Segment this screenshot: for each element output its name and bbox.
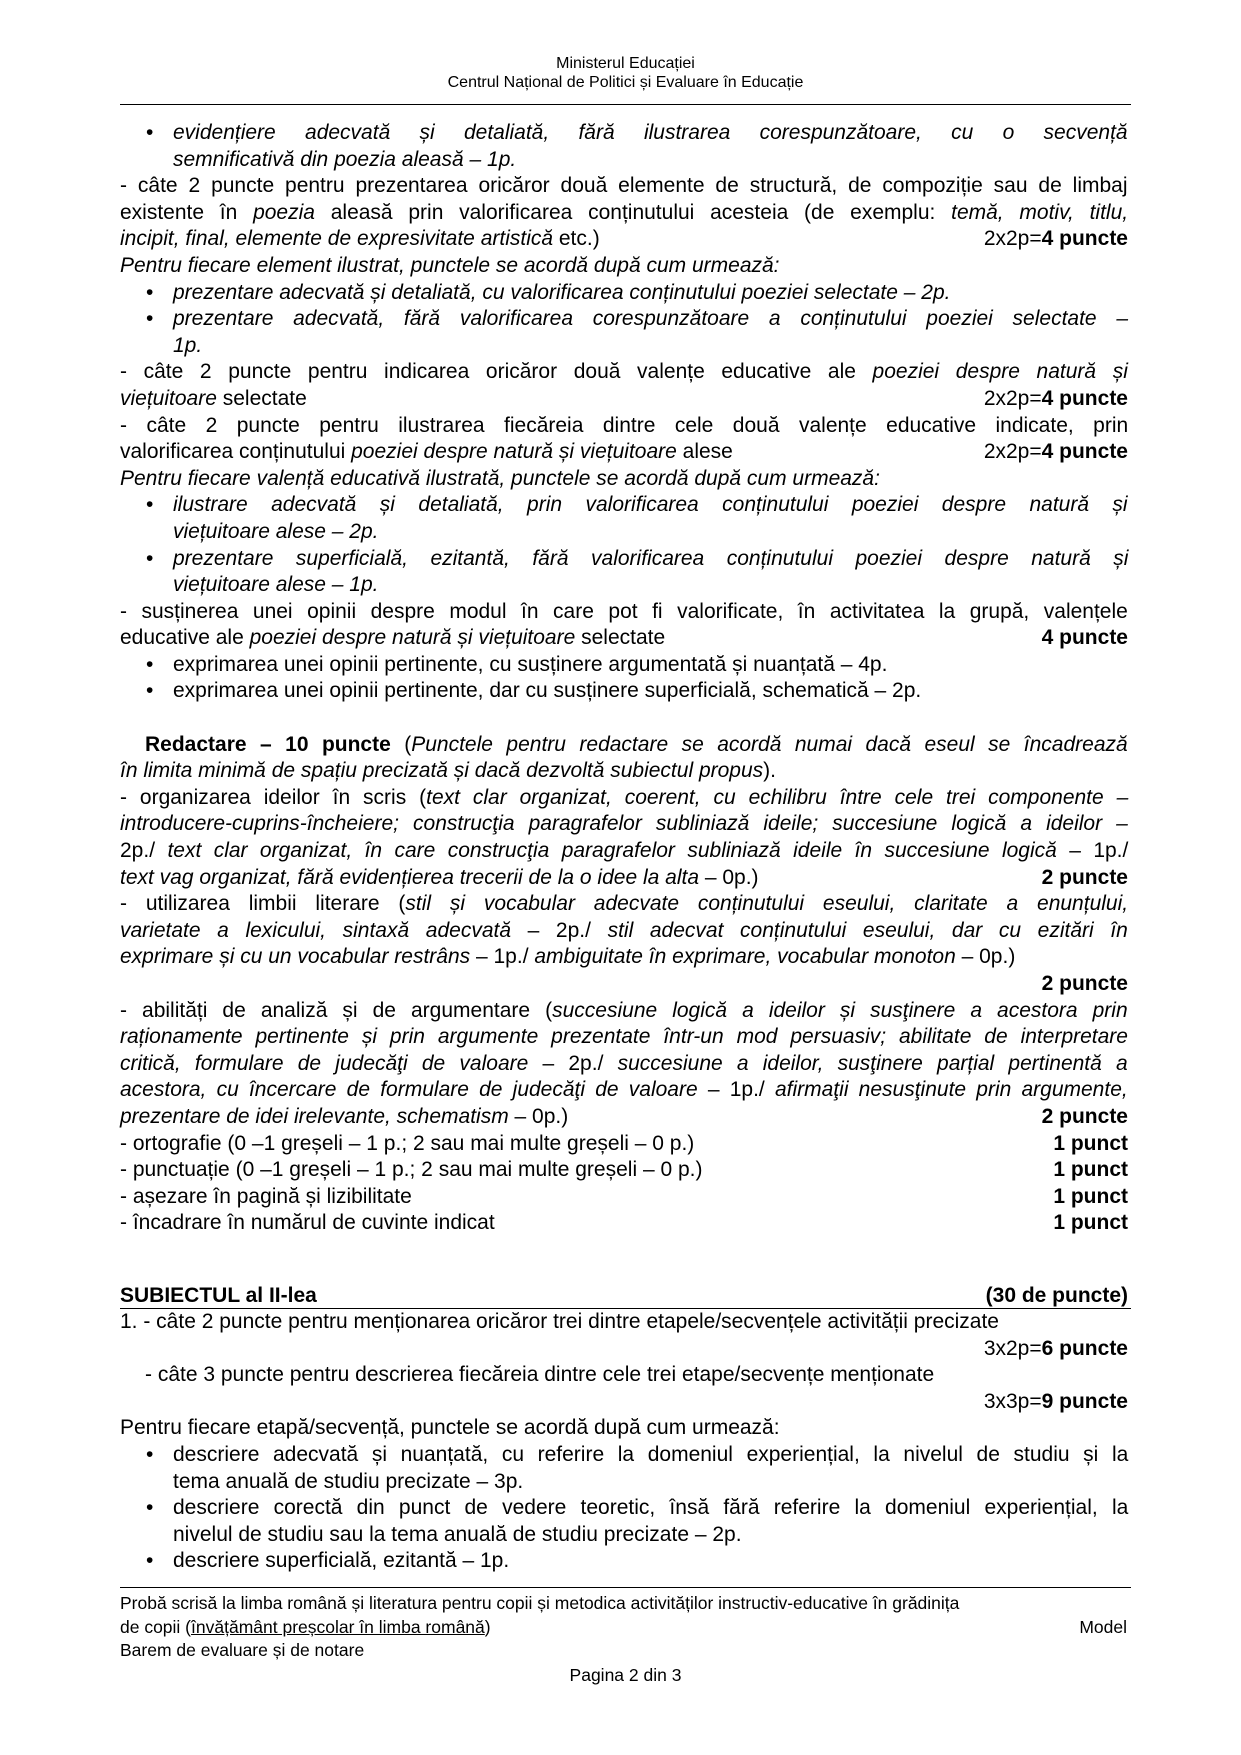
text-line — [120, 625, 1131, 652]
line-text — [120, 1309, 999, 1336]
line-text — [120, 811, 1128, 838]
line-text — [120, 226, 600, 253]
runs-run: descriere adecvată și nuanțată, cu referire la domeniul experiențial, la nivelul de studiu și la — [173, 1442, 1129, 1466]
runs-run: ( — [390, 732, 412, 756]
section-heading — [120, 1283, 1131, 1309]
points-value — [1053, 1157, 1128, 1184]
text-line — [120, 998, 1131, 1025]
line-text — [120, 1051, 1128, 1078]
runs-run: valorificarea conținutului — [120, 440, 352, 464]
footer-rule — [120, 1587, 1131, 1588]
bullet-icon: • — [146, 1442, 154, 1466]
runs-run: afirmaţii nesusţinute prin argumente, — [774, 1078, 1128, 1102]
text-line — [120, 200, 1131, 227]
runs-run: tema anuală de studiu precizate – 3p. — [173, 1469, 524, 1493]
runs-run: text clar organizat, în care construcţia paragrafelor subliniază ideile în succesiune logică — [167, 839, 1057, 863]
text-line — [120, 333, 1131, 360]
line-text — [120, 386, 307, 413]
text-line — [120, 1336, 1131, 1363]
footer-prefix: de copii ( — [120, 1616, 192, 1637]
line-text — [120, 200, 1128, 227]
runs-run: – 0p.) — [955, 945, 1016, 969]
text-line — [120, 572, 1131, 599]
line-text — [120, 466, 880, 493]
right-run: 9 puncte — [1041, 1389, 1128, 1413]
text-line — [120, 1157, 1131, 1184]
text-line — [120, 971, 1131, 998]
runs-run: stil și vocabular adecvate conținutului eseului, claritate a enunțului, — [405, 892, 1129, 916]
runs-run: descriere superficială, ezitantă – 1p. — [173, 1549, 510, 1573]
line-text — [120, 865, 759, 892]
text-line — [120, 599, 1131, 626]
points-value — [984, 439, 1128, 466]
points-value — [1053, 1131, 1128, 1158]
center-name: Centrul Național de Politici și Evaluare în Educație — [447, 74, 804, 91]
runs-run: - încadrare în numărul de cuvinte indicat — [120, 1211, 495, 1235]
runs-run: - câte 3 puncte pentru descrierea fiecăreia dintre cele trei etape/secvențe menționate — [145, 1363, 935, 1387]
right-run: 4 puncte — [1041, 440, 1128, 464]
runs-run: Pentru fiecare valență educativă ilustrată, punctele se acordă după cum urmează: — [120, 466, 880, 490]
line-text — [120, 1024, 1128, 1051]
line-text — [145, 1362, 934, 1389]
runs-run: 1. - câte 2 puncte pentru menționarea oricăror trei dintre etapele/secvențele activității precizate — [120, 1309, 999, 1333]
bullet-icon: • — [146, 493, 154, 517]
right-run: 2 puncte — [1041, 972, 1128, 995]
document-header — [120, 54, 1131, 92]
runs-run: selectate — [575, 626, 666, 650]
text-line — [120, 1051, 1131, 1078]
right-run: (30 de puncte) — [985, 1283, 1128, 1307]
line-text — [120, 1210, 495, 1237]
text-line — [120, 1077, 1131, 1104]
header-rule — [120, 104, 1131, 105]
text-line — [120, 1024, 1131, 1051]
line-text — [120, 599, 1128, 626]
line-text — [173, 280, 950, 307]
right-run: 2 puncte — [1041, 1104, 1128, 1128]
runs-run: ilustrare adecvată și detaliată, prin valorificarea conținutului poeziei despre natură și — [173, 493, 1128, 517]
footer-exam-title: Probă scrisă la limba română și literatura pentru copii și metodica activităților instructiv-educative în grădinița — [120, 1593, 960, 1613]
bullet-item — [120, 652, 1131, 679]
runs-run: – 2p./ — [511, 918, 608, 942]
text-line — [120, 413, 1131, 440]
right-run: 1 punct — [1053, 1158, 1128, 1182]
points-value — [1042, 971, 1128, 998]
line-text — [173, 1522, 742, 1549]
runs-run: temă, motiv, titlu, — [951, 200, 1129, 224]
line-text — [120, 173, 1128, 200]
line-text — [120, 439, 733, 466]
bullet-icon: • — [146, 307, 154, 331]
line-text — [120, 918, 1128, 945]
runs-run: - susținerea unei opinii despre modul în care pot fi valorificate, în activitatea la grupă, valențele — [120, 599, 1128, 623]
text-line — [120, 891, 1131, 918]
runs-run: viețuitoare — [120, 386, 217, 410]
right-run: 3x3p= — [983, 1389, 1042, 1413]
runs-run: – 2p./ — [528, 1051, 618, 1075]
bullet-icon: • — [146, 280, 154, 304]
runs-run: educative ale — [120, 626, 250, 650]
text-line — [120, 1469, 1131, 1496]
text-line — [120, 1210, 1131, 1237]
text-line — [120, 1104, 1131, 1131]
runs-run: - ortografie (0 –1 greșeli – 1 p.; 2 sau mai multe greșeli – 0 p.) — [120, 1131, 695, 1155]
line-text — [120, 413, 1128, 440]
runs-run: Pentru fiecare etapă/secvență, punctele se acordă după cum urmează: — [120, 1416, 780, 1440]
line-text — [120, 998, 1128, 1025]
right-run: 6 puncte — [1041, 1336, 1128, 1360]
bullet-item — [120, 1548, 1131, 1575]
points-value — [986, 1283, 1128, 1310]
runs-run: SUBIECTUL al II-lea — [120, 1283, 317, 1307]
line-text — [173, 306, 1128, 333]
right-run: 3x2p= — [983, 1336, 1042, 1360]
bullet-item — [120, 546, 1131, 573]
runs-run: introducere-cuprins-încheiere; construcţia paragrafelor subliniază ideile; succesiune logică a ideilor – — [120, 812, 1128, 836]
blank-line — [120, 705, 1131, 732]
text-line — [120, 173, 1131, 200]
runs-run: varietate a lexicului, sintaxă adecvată — [120, 918, 512, 942]
runs-run: stil adecvat conținutului eseului, dar cu ezitări în — [607, 918, 1128, 942]
runs-run: prezentare adecvată și detaliată, cu valorificarea conținutului poeziei selectate – 2p. — [173, 280, 951, 304]
bullet-icon: • — [146, 652, 154, 676]
line-text — [120, 1415, 780, 1442]
right-run: 2x2p= — [983, 440, 1042, 464]
bullet-icon: • — [146, 679, 154, 703]
bullet-icon: • — [146, 1549, 154, 1573]
right-run: 4 puncte — [1041, 227, 1128, 251]
text-line — [120, 1389, 1131, 1416]
runs-run: în limita minimă de spațiu precizată și dacă dezvoltă subiectul propus — [120, 759, 764, 783]
line-text — [120, 785, 1128, 812]
line-text — [120, 758, 776, 785]
points-value — [1042, 865, 1128, 892]
runs-run: - utilizarea limbii literare ( — [120, 892, 406, 916]
runs-run: succesiune a ideilor, susţinere parțial pertinentă a — [617, 1051, 1128, 1075]
text-line — [120, 1522, 1131, 1549]
runs-run: nivelul de studiu sau la tema anuală de studiu precizate – 2p. — [173, 1522, 742, 1546]
runs-run: - punctuație (0 –1 greșeli – 1 p.; 2 sau mai multe greșeli – 0 p.) — [120, 1158, 703, 1182]
line-text — [173, 678, 921, 705]
runs-run: – 1p./ — [470, 945, 535, 969]
right-run: 1 punct — [1053, 1211, 1128, 1235]
line-text — [173, 1495, 1128, 1522]
runs-run: prezentare de idei irelevante, schematism — [120, 1104, 509, 1128]
text-line — [120, 1131, 1131, 1158]
line-text — [173, 1548, 509, 1575]
line-text — [120, 1184, 412, 1211]
footer-suffix: ) — [484, 1616, 491, 1637]
line-text — [173, 1442, 1128, 1469]
runs-run: raționamente pertinente și prin argumente prezentate într-un mod persuasiv; abilitate de interpretare — [120, 1025, 1128, 1049]
runs-run: exprimare și cu un vocabular restrâns — [120, 945, 471, 969]
bullet-icon: • — [146, 546, 154, 570]
runs-run: prezentare superficială, ezitantă, fără valorificarea conținutului poeziei despre natură și — [173, 546, 1129, 570]
runs-run: existente în — [120, 200, 254, 224]
runs-run: poezia — [253, 200, 315, 224]
runs-run: aleasă prin valorificarea conținutului acesteia (de exemplu: — [314, 200, 952, 224]
line-text — [120, 625, 665, 652]
text-line — [120, 439, 1131, 466]
footer-model-label: Model — [1079, 1616, 1127, 1637]
runs-run: 1p. — [173, 333, 203, 357]
points-value — [984, 226, 1128, 253]
text-line — [120, 1309, 1131, 1336]
runs-run: etc.) — [553, 227, 600, 251]
line-text — [173, 492, 1128, 519]
runs-run: - câte 2 puncte pentru indicarea oricăror două valențe educative ale — [120, 360, 873, 384]
footer-exam-subtitle — [120, 1616, 1131, 1640]
runs-run: - abilități de analiză și de argumentare ( — [120, 998, 553, 1022]
right-run: 2x2p= — [983, 386, 1042, 410]
runs-run: succesiune logică a ideilor și susţinere a acestora prin — [552, 998, 1128, 1022]
runs-run: - câte 2 puncte pentru prezentarea oricăror două elemente de structură, de compoziție sau de limbaj — [120, 174, 1128, 198]
text-line — [120, 519, 1131, 546]
line-text — [173, 147, 516, 174]
runs-run: – 1p./ — [697, 1078, 775, 1102]
text-line — [120, 944, 1131, 971]
bullet-item — [120, 120, 1131, 147]
runs-run: – 1p./ — [1056, 839, 1129, 863]
points-value — [984, 1389, 1128, 1416]
bullet-item — [120, 1495, 1131, 1522]
text-line — [120, 785, 1131, 812]
text-line — [120, 147, 1131, 174]
text-line — [120, 811, 1131, 838]
bullet-icon: • — [146, 1496, 154, 1520]
line-text — [120, 891, 1128, 918]
text-line — [120, 1362, 1131, 1389]
runs-run: critică, formulare de judecăţi de valoare — [120, 1051, 529, 1075]
runs-run: incipit, final, elemente de expresivitate artistică — [120, 227, 554, 251]
bullet-item — [120, 280, 1131, 307]
points-value — [1053, 1210, 1128, 1237]
runs-run: viețuitoare alese – 2p. — [173, 519, 379, 543]
footer-doc-type: Barem de evaluare și de notare — [120, 1640, 365, 1660]
bullet-item — [120, 1442, 1131, 1469]
right-run: 4 puncte — [1041, 626, 1128, 650]
text-line — [120, 386, 1131, 413]
runs-run: prezentare adecvată, fără valorificarea corespunzătoare a conținutului poeziei selectate – — [173, 307, 1129, 331]
line-text — [173, 1469, 523, 1496]
text-line — [120, 865, 1131, 892]
runs-run: evidențiere adecvată și detaliată, fără ilustrarea corespunzătoare, cu o secvență — [173, 121, 1128, 144]
text-line — [120, 918, 1131, 945]
bullet-icon: • — [146, 121, 154, 144]
line-text — [173, 519, 378, 546]
points-value — [984, 386, 1128, 413]
document-footer — [120, 1592, 1131, 1687]
runs-run: ). — [763, 759, 776, 783]
text-line — [120, 758, 1131, 785]
points-value — [1042, 1104, 1128, 1131]
line-text — [173, 546, 1128, 573]
text-line — [120, 253, 1131, 280]
line-text — [120, 1131, 694, 1158]
right-run: 2x2p= — [983, 227, 1042, 251]
line-text — [120, 253, 780, 280]
line-text — [120, 359, 1128, 386]
runs-run: poeziei despre natură și viețuitoare — [351, 440, 677, 464]
runs-run: - așezare în pagină și lizibilitate — [120, 1184, 412, 1208]
line-text — [173, 652, 887, 679]
runs-run: poeziei despre natură și viețuitoare — [249, 626, 576, 650]
bullet-item — [120, 492, 1131, 519]
runs-run: poeziei despre natură și — [872, 360, 1128, 384]
runs-run: Punctele pentru redactare se acordă numai dacă eseul se încadrează — [411, 732, 1128, 756]
runs-run: 2p./ — [120, 839, 168, 863]
line-text — [120, 1283, 317, 1310]
text-line — [120, 1184, 1131, 1211]
points-value — [1042, 625, 1128, 652]
runs-run: acestora, cu încercare de formulare de judecăţi de valoare — [120, 1078, 698, 1102]
text-line — [120, 466, 1131, 493]
runs-run: – 0p.) — [508, 1104, 569, 1128]
page-number: Pagina 2 din 3 — [569, 1664, 682, 1685]
runs-run: – 0p.) — [699, 865, 759, 889]
scoring-guide-body — [120, 120, 1131, 1575]
right-run: 4 puncte — [1041, 386, 1128, 410]
line-text — [120, 944, 1015, 971]
points-value — [984, 1336, 1128, 1363]
ministry-name: Ministerul Educației — [556, 55, 695, 72]
line-text — [120, 1104, 568, 1131]
runs-run: - câte 2 puncte pentru ilustrarea fiecăreia dintre cele două valențe educative indicate, prin — [120, 413, 1129, 437]
text-line — [120, 1415, 1131, 1442]
runs-run: viețuitoare alese – 1p. — [173, 573, 379, 597]
runs-run: ambiguitate în exprimare, vocabular monoton — [534, 945, 956, 969]
text-line — [120, 226, 1131, 253]
right-run: 1 punct — [1053, 1131, 1128, 1155]
bullet-item — [120, 678, 1131, 705]
line-text — [120, 1157, 702, 1184]
line-text — [173, 333, 202, 360]
right-run: 1 punct — [1053, 1184, 1128, 1208]
text-line — [120, 732, 1131, 759]
line-text — [120, 838, 1128, 865]
bullet-item — [120, 306, 1131, 333]
blank-line — [120, 1237, 1131, 1283]
runs-run: text clar organizat, coerent, cu echilibru între cele trei componente – — [426, 785, 1129, 809]
runs-run: selectate — [216, 386, 307, 410]
points-value — [1053, 1184, 1128, 1211]
text-line — [120, 838, 1131, 865]
line-text — [145, 732, 1128, 759]
runs-run: exprimarea unei opinii pertinente, cu susținere argumentată și nuanțată – 4p. — [173, 652, 888, 676]
runs-run: descriere corectă din punct de vedere teoretic, însă fără referire la domeniul experiențial, la — [173, 1496, 1129, 1520]
runs-run: text vag organizat, fără evidențierea trecerii de la o idee la alta — [120, 865, 700, 889]
line-text — [173, 572, 378, 599]
text-line — [120, 359, 1131, 386]
runs-run: alese — [676, 440, 733, 464]
line-text — [120, 1077, 1128, 1104]
runs-run: Pentru fiecare element ilustrat, punctele se acordă după cum urmează: — [120, 253, 780, 277]
runs-run: exprimarea unei opinii pertinente, dar cu susținere superficială, schematică – 2p. — [173, 679, 922, 703]
footer-level: învățământ preșcolar în limba română — [191, 1616, 485, 1637]
runs-run: Redactare – 10 puncte — [145, 732, 391, 756]
line-text — [173, 120, 1128, 147]
runs-run: - organizarea ideilor în scris ( — [120, 785, 427, 809]
runs-run: semnificativă din poezia aleasă – 1p. — [173, 147, 517, 171]
right-run: 2 puncte — [1041, 865, 1128, 889]
